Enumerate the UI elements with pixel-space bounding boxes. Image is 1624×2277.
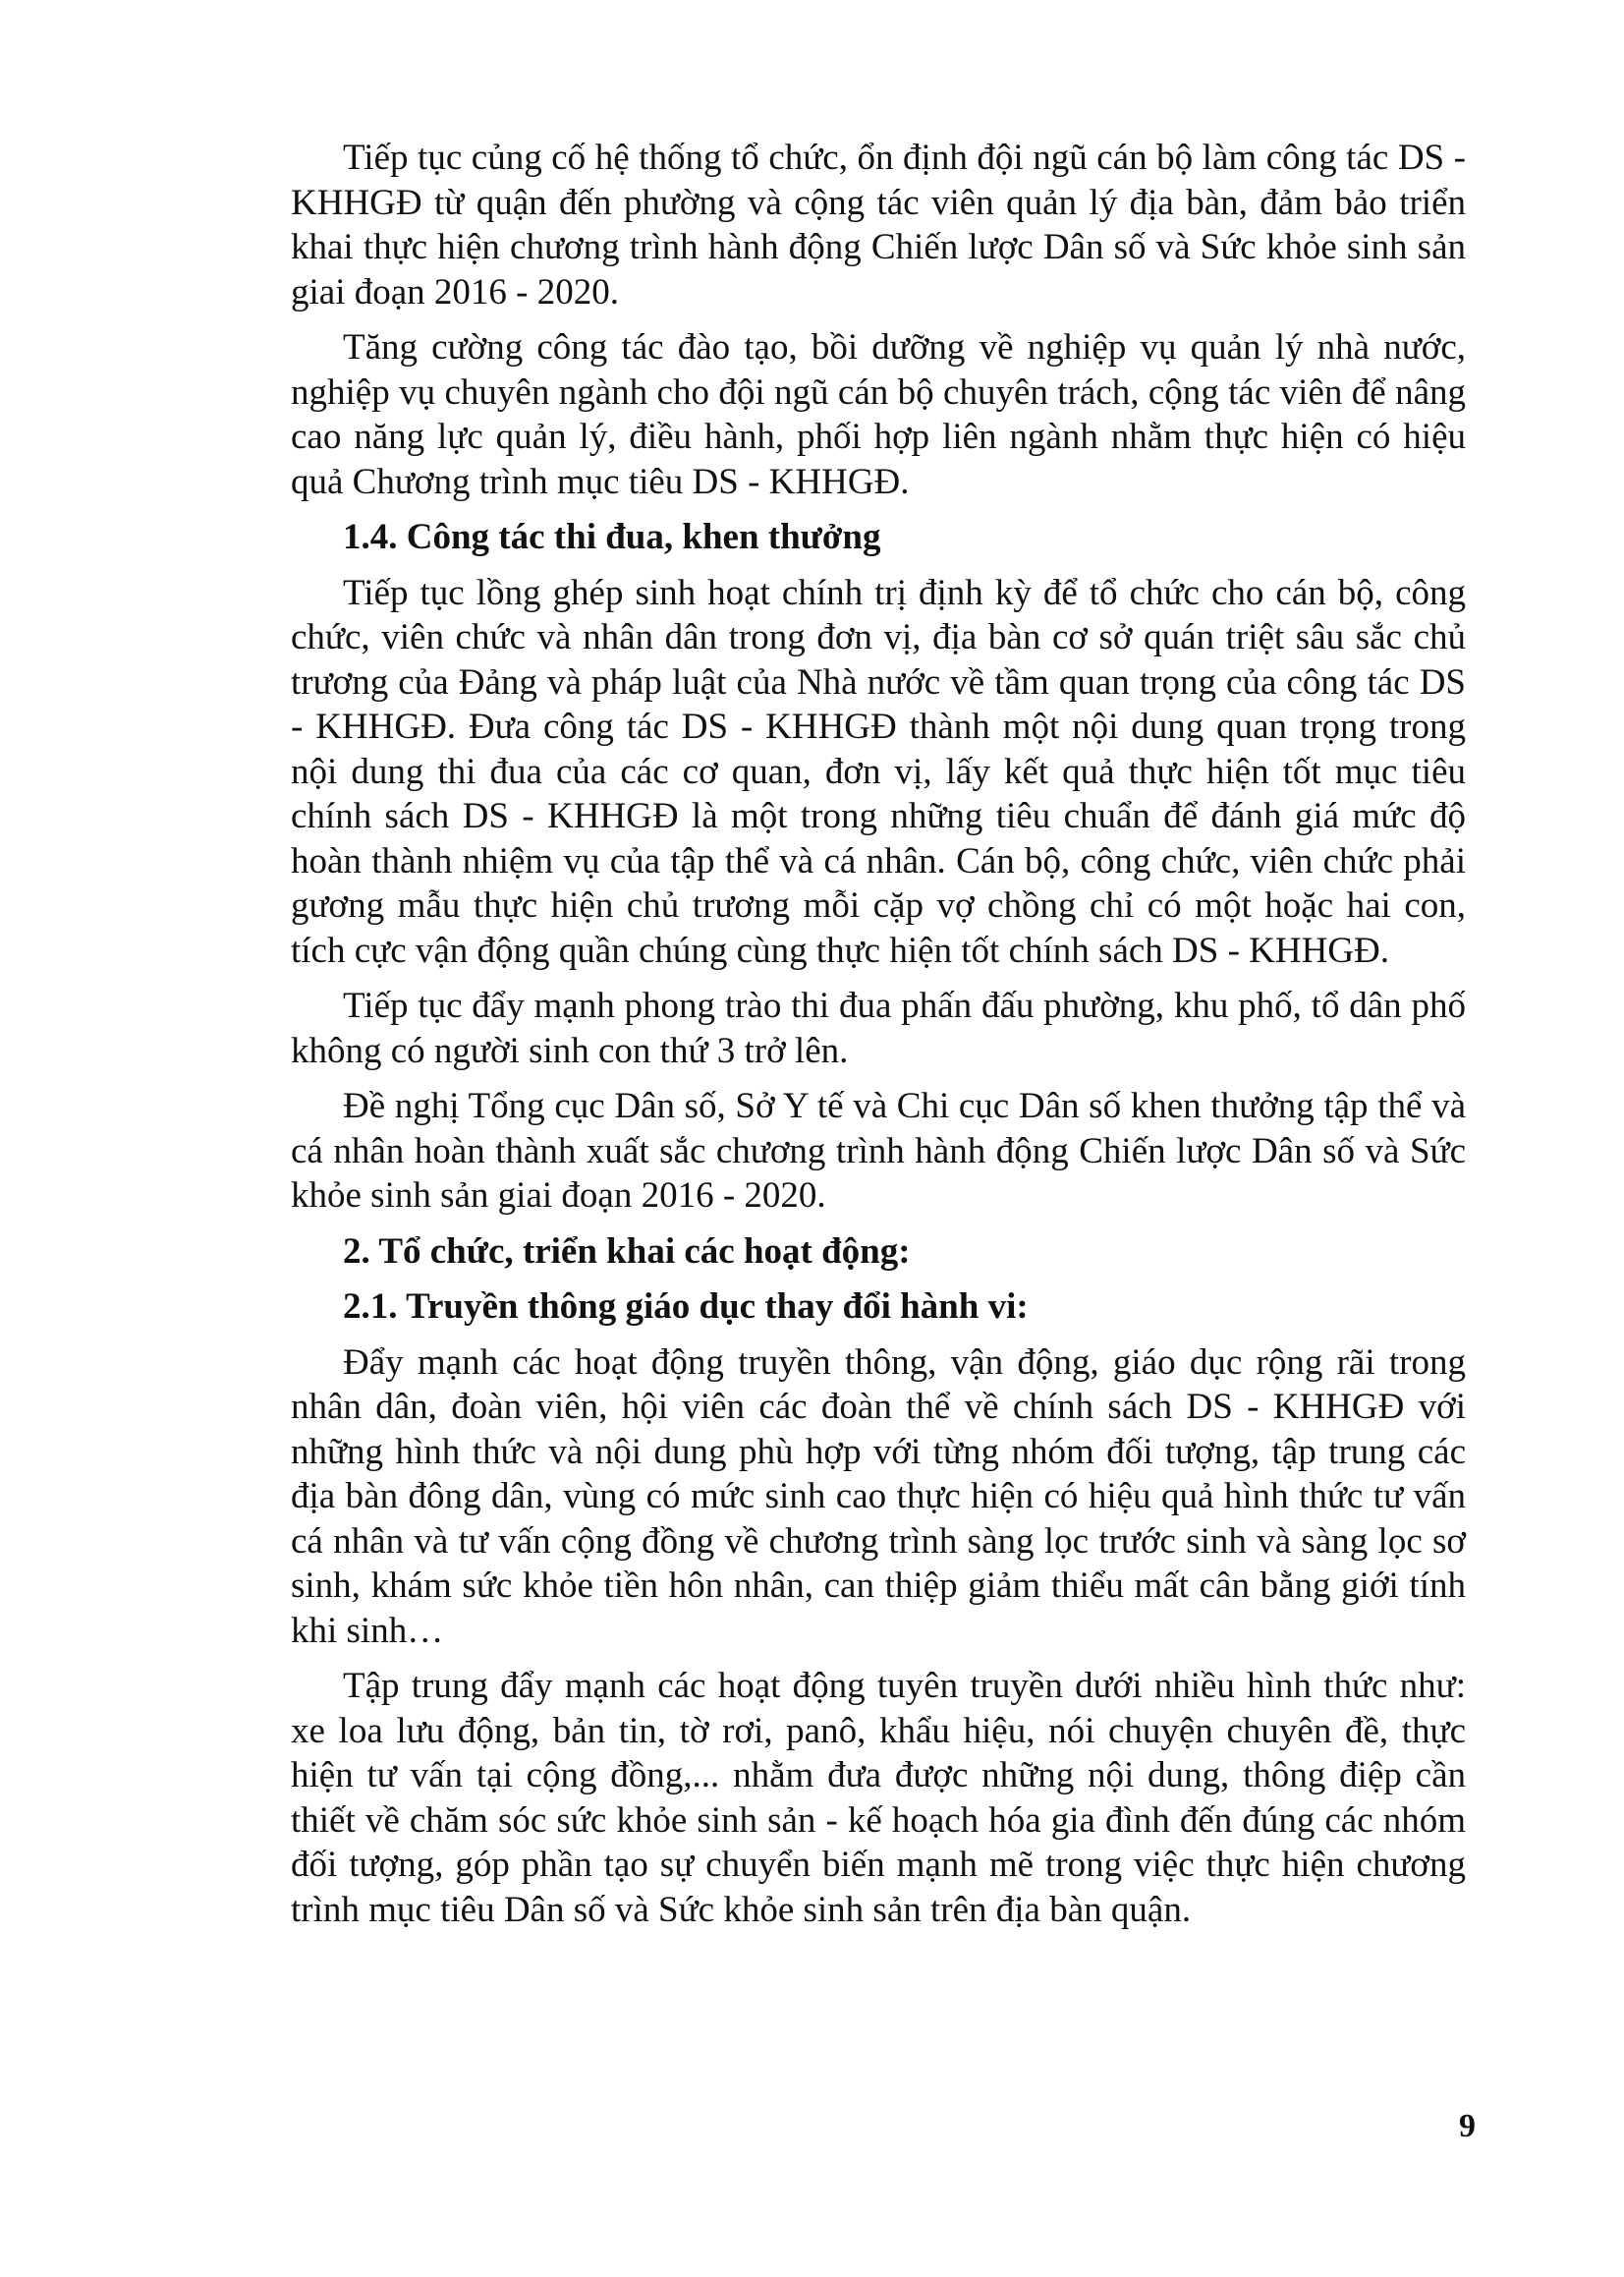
paragraph-communication: Đẩy mạnh các hoạt động truyền thông, vận động, giáo dục rộng rãi trong nhân dân, đoàn viên, hội viên các đoàn thể về chính sách DS - KHHGĐ với những hình thức và nội dung phù hợp với từng nhóm đối tượng, tập trung các địa bàn đông dân, vùng có mức sinh cao thực hiện có hiệu quả hình thức tư vấn cá nhân và tư vấn cộng đồng về chương trình sàng lọc trước sinh và sàng lọc sơ sinh, khám sức khỏe tiền hôn nhân, can thiệp giảm thiểu mất cân bằng giới tính khi sinh…	[291, 1341, 1466, 1651]
paragraph-commendation-proposal: Đề nghị Tổng cục Dân số, Sở Y tế và Chi cục Dân số khen thưởng tập thể và cá nhân hoàn thành xuất sắc chương trình hành động Chiến lược Dân số và Sức khỏe sinh sản giai đoạn 2016 - 2020.	[291, 1086, 1466, 1216]
paragraph-training: Tăng cường công tác đào tạo, bồi dưỡng về nghiệp vụ quản lý nhà nước, nghiệp vụ chuyên ngành cho đội ngũ cán bộ chuyên trách, cộng tác viên để nâng cao năng lực quản lý, điều hành, phối hợp liên ngành nhằm thực hiện có hiệu quả Chương trình mục tiêu DS - KHHGĐ.	[291, 327, 1466, 502]
section-heading-2-1: 2.1. Truyền thông giáo dục thay đổi hành vi:	[343, 1286, 1029, 1327]
page-number: 9	[1459, 2108, 1476, 2144]
paragraph-strengthen-organization: Tiếp tục củng cố hệ thống tổ chức, ổn định đội ngũ cán bộ làm công tác DS - KHHGĐ từ quận đến phường và cộng tác viên quản lý địa bàn, đảm bảo triển khai thực hiện chương trình hành động Chiến lược Dân số và Sức khỏe sinh sản giai đoạn 2016 - 2020.	[291, 138, 1466, 313]
page-body	[291, 136, 1466, 1943]
paragraph-propaganda: Tập trung đẩy mạnh các hoạt động tuyên truyền dưới nhiều hình thức như: xe loa lưu động, bản tin, tờ rơi, panô, khẩu hiệu, nói chuyện chuyên đề, thực hiện tư vấn tại cộng đồng,... nhằm đưa được những nội dung, thông điệp cần thiết về chăm sóc sức khỏe sinh sản - kế hoạch hóa gia đình đến đúng các nhóm đối tượng, góp phần tạo sự chuyển biến mạnh mẽ trong việc thực hiện chương trình mục tiêu Dân số và Sức khỏe sinh sản trên địa bàn quận.	[291, 1666, 1466, 1930]
paragraph-emulation-movement: Tiếp tục đẩy mạnh phong trào thi đua phấn đấu phường, khu phố, tổ dân phố không có người sinh con thứ 3 trở lên.	[291, 986, 1466, 1071]
paragraph-political-activities: Tiếp tục lồng ghép sinh hoạt chính trị định kỳ để tổ chức cho cán bộ, công chức, viên chức và nhân dân trong đơn vị, địa bàn cơ sở quán triệt sâu sắc chủ trương của Đảng và pháp luật của Nhà nước về tầm quan trọng của công tác DS - KHHGĐ. Đưa công tác DS - KHHGĐ thành một nội dung quan trọng trong nội dung thi đua của các cơ quan, đơn vị, lấy kết quả thực hiện tốt mục tiêu chính sách DS - KHHGĐ là một trong những tiêu chuẩn để đánh giá mức độ hoàn thành nhiệm vụ của tập thể và cá nhân. Cán bộ, công chức, viên chức phải gương mẫu thực hiện chủ trương mỗi cặp vợ chồng chỉ có một hoặc hai con, tích cực vận động quần chúng cùng thực hiện tốt chính sách DS - KHHGĐ.	[291, 572, 1466, 971]
section-heading-2: 2. Tổ chức, triển khai các hoạt động:	[343, 1230, 911, 1272]
section-heading-1-4: 1.4. Công tác thi đua, khen thưởng	[343, 517, 881, 557]
